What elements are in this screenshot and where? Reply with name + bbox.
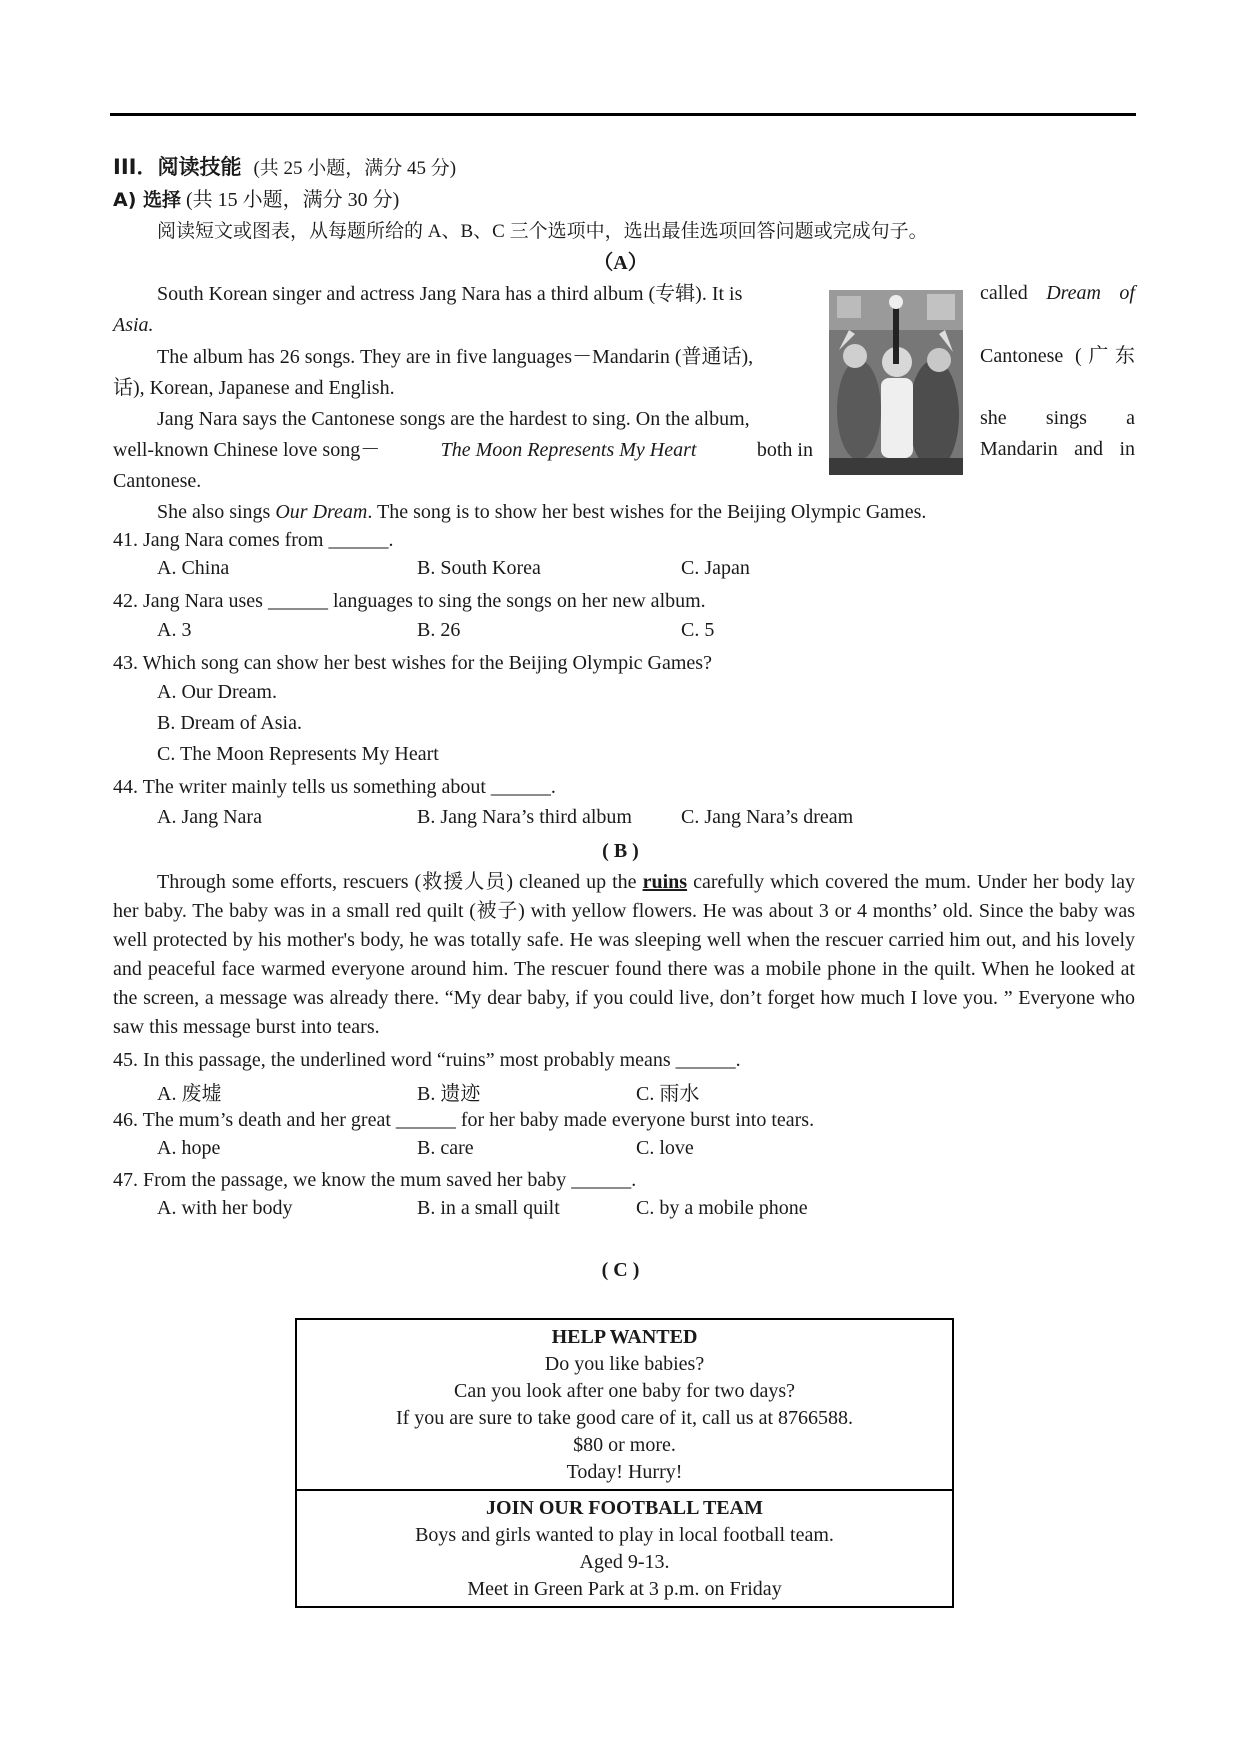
ad-help-wanted: [297, 1320, 952, 1489]
question-45: 45. In this passage, the underlined word “ruins” most probably means ______.: [113, 1049, 741, 1071]
passage-b-label: ( B ): [602, 840, 639, 862]
question-46: 46. The mum’s death and her great ______ for her baby made everyone burst into tears.: [113, 1109, 815, 1131]
underlined-word: ruins: [642, 871, 688, 893]
top-rule: [110, 113, 1136, 116]
ad-heading: JOIN OUR FOOTBALL TEAM: [486, 1497, 763, 1519]
passage-a-label: （A）: [593, 252, 648, 274]
passage-a-p3-end: Cantonese.: [113, 470, 202, 492]
option-43-a: A. Our Dream.: [157, 681, 277, 703]
ad-line: $80 or more.: [573, 1434, 676, 1456]
passage-b-text: Through some efforts, rescuers (救援人员) cleaned up the ruins carefully which covered the mum. Under her body lay her baby. The baby was in a small red quilt (被子) with yellow flowers. He was about 3 or 4 months’ old. Since the baby was well protected by his mother's body, he was totally safe. He was sleeping well when the rescuer carried him out, and his lovely and peaceful face warmed everyone around him. The rescuer found there was a mobile phone in the quilt. When he looked at the screen, a message was already there. “My dear baby, if you could live, don’t forget how much I love you. ” Everyone who saw this message burst into tears.: [113, 871, 1136, 1038]
option-41-a: A. China: [157, 557, 230, 579]
option-42-a: A. 3: [157, 619, 192, 641]
passage-a-p2-end: 话), Korean, Japanese and English.: [113, 377, 395, 399]
option-47-a: A. with her body: [157, 1197, 293, 1219]
option-42-c: C. 5: [681, 619, 715, 641]
option-44-c: C. Jang Nara’s dream: [681, 806, 854, 828]
passage-a-p3-right: she sings a: [980, 407, 1135, 429]
option-41-c: C. Japan: [681, 557, 750, 579]
ad-line: Meet in Green Park at 3 p.m. on Friday: [467, 1578, 782, 1600]
option-46-c: C. love: [636, 1137, 694, 1159]
option-46-b: B. care: [417, 1137, 474, 1159]
passage-a-p1-end: Asia.: [113, 314, 154, 336]
passage-a-p3-line2-right: Mandarin and in: [980, 438, 1135, 460]
passage-a-p3: Jang Nara says the Cantonese songs are the hardest to sing. On the album,: [157, 408, 750, 430]
subsection-title: A) 选择 (共 15 小题，满分 30 分): [113, 189, 400, 211]
option-45-b: B. 遗迹: [417, 1083, 481, 1105]
option-41-b: B. South Korea: [417, 557, 541, 579]
instructions: 阅读短文或图表，从每题所给的 A、B、C 三个选项中，选出最佳选项回答问题或完成句子。: [157, 221, 928, 242]
passage-a-p4: She also sings Our Dream. The song is to show her best wishes for the Beijing Olympic Games.: [157, 501, 927, 523]
ad-line: If you are sure to take good care of it, call us at 8766588.: [395, 1407, 854, 1429]
question-43: 43. Which song can show her best wishes for the Beijing Olympic Games?: [113, 652, 712, 674]
ad-football-team: [297, 1489, 952, 1606]
option-44-b: B. Jang Nara’s third album: [417, 806, 632, 828]
ad-line: Aged 9-13.: [579, 1551, 670, 1573]
question-41: 41. Jang Nara comes from ______.: [113, 529, 394, 551]
option-45-a: A. 废墟: [157, 1083, 222, 1105]
ad-line: Today! Hurry!: [566, 1461, 683, 1483]
question-47: 47. From the passage, we know the mum saved her baby ______.: [113, 1169, 637, 1191]
passage-c-label: ( C ): [601, 1259, 640, 1281]
ad-heading: HELP WANTED: [551, 1326, 698, 1348]
option-46-a: A. hope: [157, 1137, 221, 1159]
ad-line: Do you like babies?: [544, 1353, 705, 1375]
passage-a-p2: The album has 26 songs. They are in five languages－Mandarin (普通话),: [157, 346, 754, 368]
ad-line: Boys and girls wanted to play in local football team.: [415, 1524, 834, 1546]
option-42-b: B. 26: [417, 619, 461, 641]
option-45-c: C. 雨水: [636, 1083, 700, 1105]
passage-a-p2-right: Cantonese (广东: [980, 345, 1135, 367]
section-title: III．阅读技能 (共 25 小题，满分 45 分): [113, 155, 457, 179]
ad-line: Can you look after one baby for two days?: [453, 1380, 795, 1402]
question-42: 42. Jang Nara uses ______ languages to sing the songs on her new album.: [113, 590, 706, 612]
option-43-b: B. Dream of Asia.: [157, 712, 302, 734]
option-47-c: C. by a mobile phone: [636, 1197, 808, 1219]
ads-box: [295, 1318, 954, 1608]
passage-a-p3-line2: well-known Chinese love song－ The Moon Represents My Heart both in: [113, 439, 813, 461]
passage-a-p1: South Korean singer and actress Jang Nara has a third album (专辑). It is: [157, 283, 743, 305]
option-44-a: A. Jang Nara: [157, 806, 262, 828]
passage-a-p1-right: called Dream of: [980, 282, 1135, 304]
option-47-b: B. in a small quilt: [417, 1197, 560, 1219]
question-44: 44. The writer mainly tells us something about ______.: [113, 776, 556, 798]
option-43-c: C. The Moon Represents My Heart: [157, 743, 439, 765]
photo-icon: [829, 290, 963, 475]
